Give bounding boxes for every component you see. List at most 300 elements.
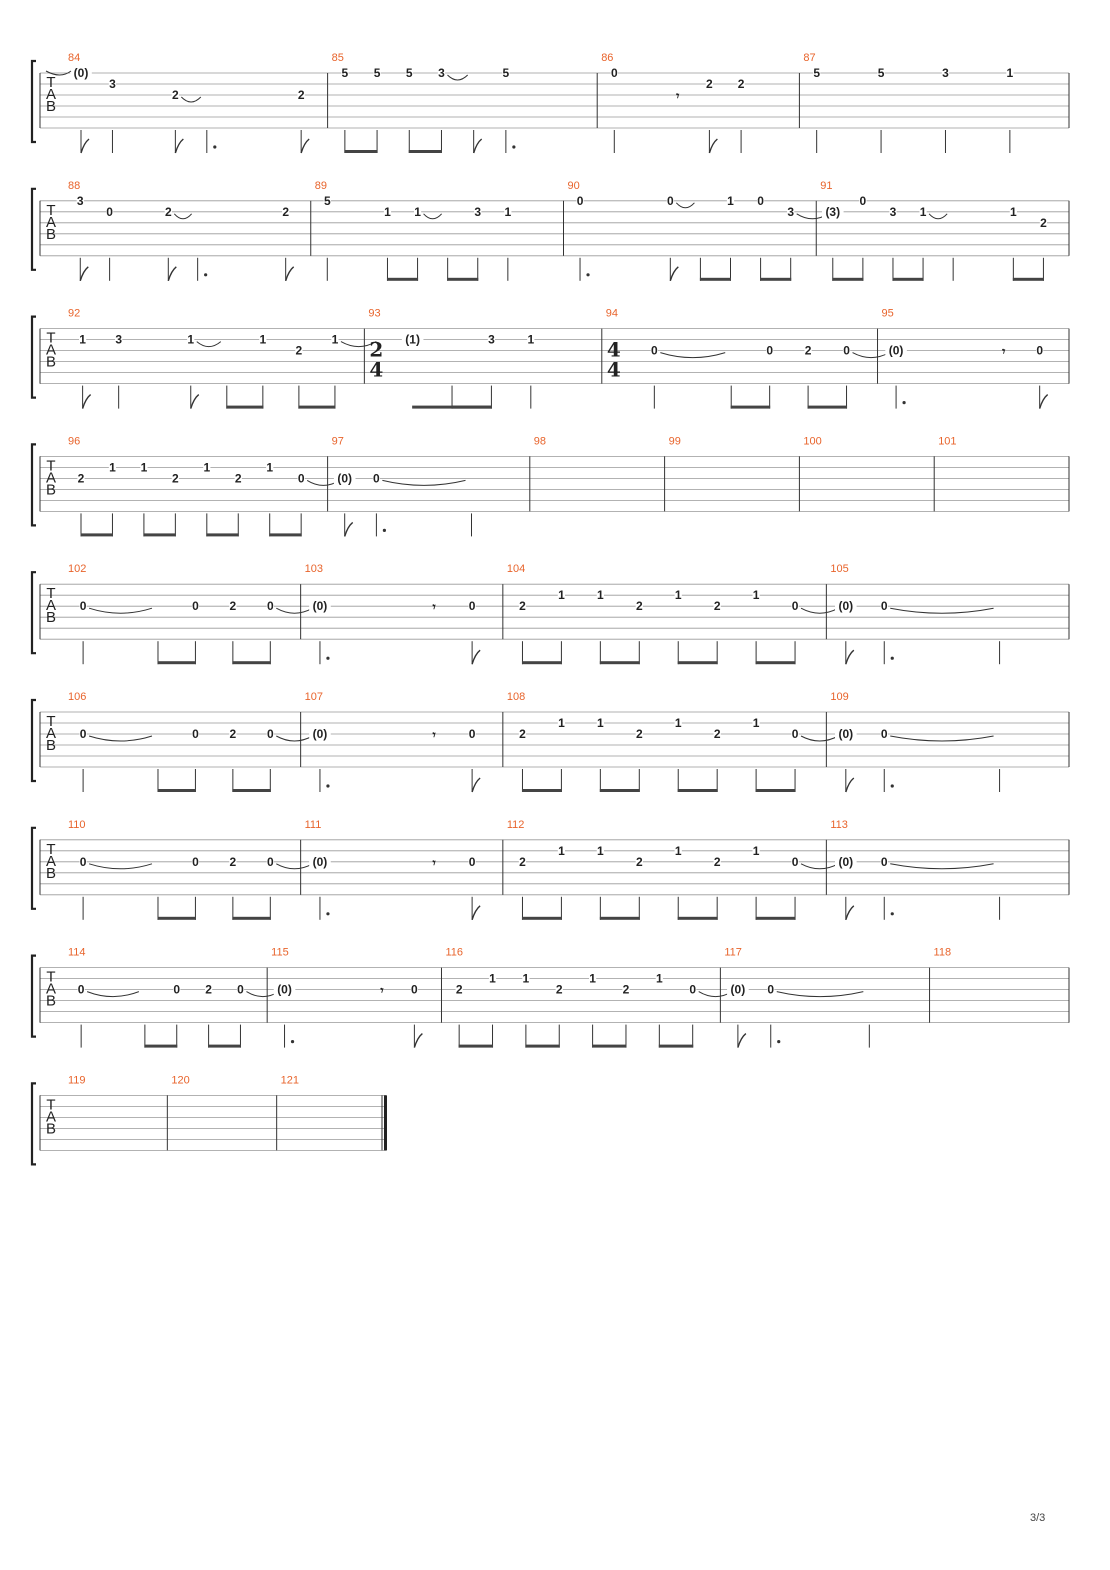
fret-number: (0) (312, 727, 328, 741)
fret-number: 0 (106, 204, 113, 219)
fret-number: 2 (804, 343, 812, 358)
tie-arc (801, 608, 838, 613)
fret-number: 0 (650, 343, 658, 358)
fret-number: 2 (519, 599, 526, 614)
fret-number: 3 (115, 332, 123, 347)
measure-number: 115 (271, 946, 289, 959)
beam (678, 917, 718, 920)
fret-number: 2 (229, 727, 237, 741)
eighth-rest: 𝄾 (380, 983, 384, 998)
tie-arc (276, 736, 312, 741)
note-flag (286, 267, 294, 281)
beam (522, 917, 562, 920)
fret-number: 1 (597, 843, 604, 858)
fret-number: (3) (825, 204, 841, 219)
fret-number: 0 (411, 982, 418, 997)
fret-number: 0 (192, 727, 199, 741)
measure-number: 96 (68, 435, 81, 448)
tab-clef-letter: B (45, 1120, 57, 1138)
system-brace (32, 61, 36, 142)
fret-number: 3 (942, 66, 949, 80)
note-flag (846, 906, 854, 920)
note-flag (472, 778, 480, 792)
fret-number: 1 (597, 588, 604, 603)
tab-clef-letter: A (45, 213, 57, 231)
beam (81, 533, 113, 536)
beam (1013, 278, 1044, 281)
note-flag (738, 1034, 746, 1048)
fret-number: 1 (79, 332, 86, 347)
tab-clef-letter: T (46, 1096, 56, 1114)
tie-arc (174, 214, 191, 219)
tie-arc (801, 736, 838, 741)
beam (756, 917, 796, 920)
measure-number: 87 (803, 52, 816, 64)
tab-clef-letter: A (45, 1108, 57, 1126)
fret-number: 1 (1010, 204, 1017, 219)
tie-arc (890, 736, 993, 741)
tab-clef-letter: B (45, 609, 57, 627)
system-brace (32, 700, 36, 781)
fret-number: 1 (259, 332, 267, 347)
beam (232, 661, 270, 664)
fret-number: 0 (468, 599, 476, 614)
note-flag (168, 267, 176, 281)
beam (409, 150, 442, 153)
fret-number: 1 (203, 460, 211, 475)
beam (808, 406, 847, 409)
beam (226, 406, 263, 409)
beam (756, 789, 796, 792)
note-flag (345, 522, 353, 536)
fret-number: 2 (172, 471, 179, 486)
fret-number: 1 (674, 588, 682, 603)
measure-number: 90 (567, 179, 580, 192)
tab-clef-letter: T (46, 457, 56, 475)
fret-number: 2 (1040, 215, 1047, 230)
fret-number: (0) (312, 854, 328, 869)
measure-number: 91 (820, 179, 833, 192)
beam (892, 278, 923, 281)
beam (387, 278, 418, 281)
fret-number: 5 (373, 66, 381, 80)
time-signature-top: 2 (369, 337, 384, 362)
fret-number: 1 (674, 716, 682, 730)
fret-number: (0) (838, 599, 854, 614)
beam (144, 1045, 177, 1048)
fret-number: 0 (237, 982, 244, 997)
tab-clef-letter: T (46, 201, 56, 219)
fret-number: 2 (635, 727, 643, 741)
tie-arc (87, 992, 139, 997)
fret-number: 1 (187, 332, 195, 347)
fret-number: 1 (674, 843, 682, 858)
measure-number: 118 (933, 946, 952, 959)
fret-number: 0 (757, 193, 764, 208)
fret-number: 1 (727, 193, 734, 208)
measure-number: 106 (68, 691, 87, 703)
fret-number: 0 (880, 727, 888, 741)
note-flag (175, 139, 183, 153)
measure-number: 116 (445, 946, 464, 959)
measure-number: 121 (280, 1074, 300, 1087)
note-flag (301, 139, 309, 153)
fret-number: 0 (791, 854, 799, 869)
beam (756, 661, 796, 664)
beam (522, 661, 562, 664)
fret-number: 2 (229, 599, 237, 614)
fret-number: 3 (488, 332, 495, 347)
fret-number: 1 (919, 204, 927, 219)
system-brace (32, 189, 36, 270)
measure-number: 111 (304, 818, 322, 831)
tab-clef-letter: A (45, 469, 57, 487)
fret-number: 2 (555, 982, 563, 997)
fret-number: (0) (838, 727, 854, 741)
beam (143, 533, 175, 536)
measure-number: 109 (830, 691, 849, 703)
fret-number: 1 (558, 588, 565, 603)
dot (891, 657, 894, 660)
fret-number: 2 (229, 854, 237, 869)
tie-arc (929, 214, 947, 219)
fret-number: 3 (76, 193, 84, 208)
measure-number: 113 (830, 818, 848, 831)
tab-clef-letter: B (45, 737, 57, 754)
fret-number: 1 (655, 971, 663, 986)
fret-number: 3 (438, 66, 445, 80)
final-barline-thick (384, 1095, 387, 1150)
dot (902, 401, 905, 404)
fret-number: 2 (164, 204, 172, 219)
fret-number: (0) (838, 854, 854, 869)
tab-clef-letter: A (45, 86, 57, 103)
beam (157, 789, 195, 792)
fret-number: (0) (277, 982, 292, 997)
dot (326, 657, 329, 660)
dot (213, 145, 216, 148)
measure-number: 120 (171, 1074, 190, 1087)
fret-number: 2 (713, 727, 721, 741)
tab-clef-letter: T (46, 74, 56, 91)
tab-clef-letter: B (45, 98, 57, 115)
note-flag (80, 267, 88, 281)
fret-number: 5 (405, 66, 413, 80)
measure-number: 84 (68, 52, 81, 64)
tab-clef-letter: A (45, 980, 57, 998)
fret-number: 1 (558, 843, 565, 858)
dot (891, 912, 894, 915)
tab-clef-letter: A (45, 725, 57, 742)
fret-number: 1 (1006, 66, 1014, 80)
fret-number: 1 (752, 843, 760, 858)
fret-number: 0 (266, 854, 274, 869)
fret-number: 2 (77, 471, 85, 486)
tab-clef-letter: T (46, 585, 56, 603)
fret-number: 2 (519, 854, 526, 869)
fret-number: 1 (266, 460, 274, 475)
dot (586, 273, 589, 276)
measure-number: 107 (304, 691, 323, 703)
beam (232, 789, 270, 792)
fret-number: 0 (266, 599, 274, 614)
fret-number: 5 (877, 66, 885, 80)
measure-number: 97 (331, 435, 344, 448)
beam (678, 789, 718, 792)
measure-number: 100 (803, 435, 822, 448)
fret-number: 1 (414, 204, 421, 219)
dot (291, 1040, 294, 1043)
tab-clef-letter: B (45, 481, 57, 499)
note-flag (670, 267, 678, 281)
beam (157, 661, 195, 664)
beam (600, 661, 640, 664)
measure-number: 98 (533, 435, 547, 448)
tie-arc (777, 992, 864, 997)
fret-number: 0 (880, 599, 888, 614)
tab-clef-letter: B (45, 992, 57, 1010)
tab-clef-letter: B (45, 225, 57, 243)
measure-number: 104 (506, 563, 526, 576)
fret-number: 5 (813, 66, 821, 80)
measure-number: 108 (506, 691, 526, 703)
note-flag (472, 650, 480, 664)
eighth-rest: 𝄾 (676, 89, 680, 103)
beam (344, 150, 377, 153)
measure-number: 112 (506, 818, 525, 831)
system-brace (32, 828, 36, 909)
fret-number: 3 (109, 77, 116, 91)
fret-number: (0) (312, 599, 328, 614)
fret-number: 1 (489, 971, 496, 986)
measure-number: 86 (601, 52, 614, 64)
beam (206, 533, 238, 536)
fret-number: 1 (331, 332, 339, 347)
fret-number: (0) (888, 343, 904, 358)
fret-number: 0 (79, 727, 87, 741)
fret-number: 2 (172, 88, 179, 102)
fret-number: 2 (295, 343, 303, 358)
tie-arc (447, 75, 467, 80)
fret-number: 0 (468, 727, 476, 741)
fret-number: 1 (752, 716, 760, 730)
fret-number: 0 (843, 343, 850, 358)
fret-number: 2 (455, 982, 463, 997)
beam (760, 278, 791, 281)
measure-number: 95 (881, 307, 894, 320)
measure-number: 110 (68, 818, 86, 831)
fret-number: 0 (1036, 343, 1044, 358)
fret-number: 2 (519, 727, 526, 741)
fret-number: 2 (713, 854, 721, 869)
fret-number: 1 (589, 971, 596, 986)
fret-number: 0 (859, 193, 867, 208)
dot (891, 784, 894, 787)
fret-number: 3 (787, 204, 795, 219)
fret-number: 0 (468, 854, 476, 869)
tie-arc (89, 736, 152, 741)
system-brace (32, 444, 36, 525)
fret-number: 2 (737, 77, 745, 91)
beam (208, 1045, 241, 1048)
fret-number: 0 (666, 193, 674, 208)
beam (731, 406, 770, 409)
fret-number: 2 (297, 88, 305, 102)
tie-arc (424, 214, 442, 219)
fret-number: 0 (79, 599, 87, 614)
tab-clef-letter: T (46, 329, 56, 347)
tie-arc (197, 342, 221, 347)
beam (447, 278, 478, 281)
fret-number: 1 (504, 204, 512, 219)
fret-number: 0 (266, 727, 274, 741)
tab-clef-letter: T (46, 968, 56, 986)
beam (592, 1045, 626, 1048)
measure-number: 88 (68, 179, 81, 192)
tab-clef-letter: B (45, 353, 57, 371)
measure-number: 93 (368, 307, 381, 320)
beam (659, 1045, 693, 1048)
fret-number: 2 (282, 204, 290, 219)
note-flag (846, 650, 854, 664)
fret-number: 2 (205, 982, 212, 997)
tab-clef-letter: B (45, 864, 57, 882)
beam (522, 789, 562, 792)
beam (832, 278, 863, 281)
dot (204, 273, 207, 276)
beam (157, 917, 195, 920)
fret-number: 2 (622, 982, 630, 997)
fret-number: 3 (889, 204, 897, 219)
fret-number: 0 (373, 471, 380, 486)
beam (525, 1045, 559, 1048)
fret-number: 2 (635, 599, 643, 614)
dot (326, 784, 329, 787)
tie-arc (382, 480, 465, 485)
eighth-rest: 𝄾 (432, 728, 436, 742)
note-flag (846, 778, 854, 792)
note-flag (81, 139, 89, 153)
fret-number: 2 (713, 599, 721, 614)
tie-arc (181, 97, 200, 102)
tie-arc (890, 864, 993, 869)
fret-number: 0 (791, 599, 799, 614)
beam (452, 406, 492, 409)
fret-number: 5 (502, 66, 510, 80)
beam (298, 406, 335, 409)
fret-number: 3 (474, 204, 482, 219)
fret-number: 1 (109, 460, 116, 475)
measure-number: 101 (938, 435, 957, 448)
tie-arc (89, 864, 152, 869)
eighth-rest: 𝄾 (432, 855, 436, 870)
fret-number: 0 (173, 982, 181, 997)
fret-number: 0 (79, 854, 87, 869)
tie-arc (660, 353, 725, 358)
time-signature-bottom: 4 (606, 357, 621, 382)
tab-clef-letter: A (45, 597, 57, 615)
fret-number: 0 (77, 982, 85, 997)
fret-number: 1 (140, 460, 148, 475)
beam (232, 917, 270, 920)
tie-arc (276, 864, 312, 869)
fret-number: 0 (767, 982, 775, 997)
fret-number: 1 (527, 332, 535, 347)
fret-number: 0 (610, 66, 618, 80)
dot (777, 1040, 780, 1043)
fret-number: 0 (791, 727, 799, 741)
tab-clef-letter: T (46, 840, 56, 858)
note-flag (1040, 395, 1048, 409)
fret-number: (0) (730, 982, 746, 997)
dot (512, 145, 515, 148)
tie-arc (853, 353, 890, 358)
measure-number: 103 (304, 563, 323, 576)
fret-number: 1 (752, 588, 760, 603)
note-flag (414, 1034, 422, 1048)
system-brace (32, 572, 36, 653)
fret-number: 2 (234, 471, 242, 486)
measure-number: 114 (68, 946, 86, 959)
measure-number: 92 (68, 307, 81, 320)
measure-number: 105 (830, 563, 849, 576)
beam (269, 533, 301, 536)
fret-number: 1 (558, 716, 565, 730)
fret-number: 0 (880, 854, 888, 869)
beam (700, 278, 731, 281)
measure-number: 99 (668, 435, 681, 448)
beam (678, 661, 718, 664)
fret-number: 2 (635, 854, 643, 869)
fret-number: 0 (576, 193, 584, 208)
fret-number: 2 (706, 77, 713, 91)
time-signature-top: 4 (606, 337, 621, 362)
fret-number: 0 (689, 982, 697, 997)
fret-number: 1 (384, 204, 391, 219)
dot (326, 912, 329, 915)
measure-number: 89 (314, 179, 327, 192)
measure-number: 94 (605, 307, 619, 320)
tab-clef-letter: A (45, 341, 57, 359)
eighth-rest: 𝄾 (1002, 344, 1006, 359)
note-flag (472, 906, 480, 920)
note-flag (474, 139, 482, 153)
tie-arc (676, 203, 694, 208)
system-brace (32, 956, 36, 1037)
beam (459, 1045, 493, 1048)
tie-arc (801, 864, 838, 869)
fret-number: (0) (73, 66, 89, 80)
tab-clef-letter: A (45, 852, 57, 870)
system-brace (32, 1083, 36, 1164)
beam (600, 917, 640, 920)
fret-number: 0 (192, 854, 199, 869)
fret-number: 1 (522, 971, 530, 986)
fret-number: 0 (297, 471, 305, 486)
fret-number: (1) (405, 332, 420, 347)
fret-number: 5 (341, 66, 349, 80)
fret-number: (0) (337, 471, 353, 486)
fret-number: 0 (766, 343, 774, 358)
page-number: 3/3 (1030, 1512, 1046, 1524)
note-flag (83, 395, 91, 409)
dot (383, 529, 386, 532)
fret-number: 1 (597, 716, 604, 730)
fret-number: 0 (192, 599, 199, 614)
measure-number: 117 (724, 946, 742, 959)
note-flag (709, 139, 717, 153)
measure-number: 102 (68, 563, 87, 576)
